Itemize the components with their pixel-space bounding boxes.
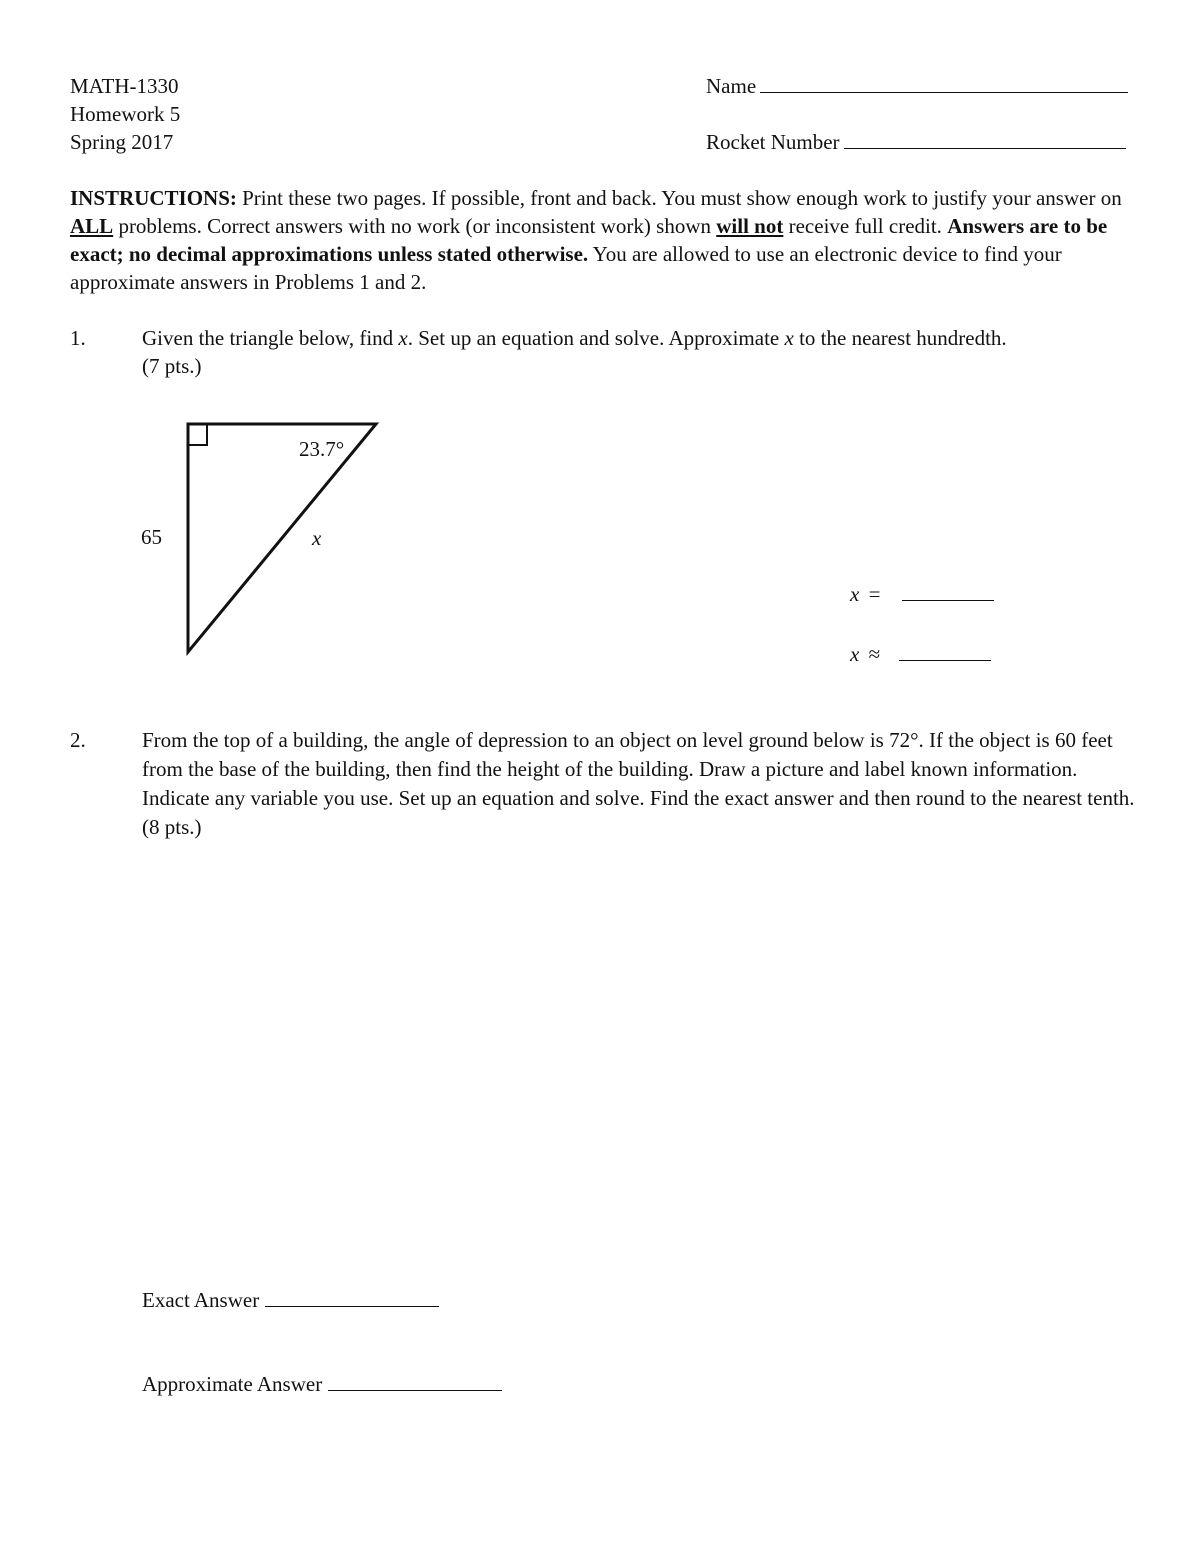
answer-approx-blank[interactable] (899, 659, 991, 661)
side-label: 65 (141, 525, 162, 549)
name-label: Name (706, 74, 757, 98)
triangle-figure (0, 0, 1200, 700)
problem-1-text: Given the triangle below, find x. Set up an equation and solve. Approximate x to the nearest hundredth. (7 pts.) (142, 326, 1007, 378)
answer-exact-blank[interactable] (902, 599, 994, 601)
term: Spring 2017 (70, 130, 174, 154)
problem-1-points: (7 pts.) (142, 354, 202, 378)
rocket-number-label: Rocket Number (706, 130, 840, 154)
instructions-text-3: receive full credit. (783, 214, 948, 238)
problem-2-text: From the top of a building, the angle of depression to an object on level ground below is 72°. If the object is 60 feet from the base of the building, then find the height of the building. Draw a picture and label known information. Indicate any variable you use. Set up an equation and solve. Find the exact answer and then round to the nearest tenth. (8 pts.) (142, 728, 1135, 839)
problem-1-number: 1. (70, 326, 86, 350)
exact-answer-blank[interactable] (265, 1305, 439, 1307)
exact-answer-field[interactable] (142, 1286, 439, 1314)
approximate-answer-blank[interactable] (328, 1389, 502, 1391)
assignment-title: Homework 5 (70, 102, 181, 126)
instructions-text-2: problems. Correct answers with no work (or inconsistent work) shown (113, 214, 717, 238)
answer-approx-field[interactable]: x ≈ (850, 640, 991, 668)
angle-label: 23.7° (299, 437, 345, 461)
exact-answer-label: Exact Answer (142, 1288, 260, 1312)
course-code: MATH-1330 (70, 74, 179, 98)
instructions-label: INSTRUCTIONS: (70, 186, 237, 210)
instructions-exact-note: Answers are to be exact; no decimal approximations unless stated otherwise. (70, 214, 1108, 266)
approximate-answer-label: Approximate Answer (142, 1372, 323, 1396)
hypotenuse-label: x (312, 526, 322, 550)
instructions-text-1: Print these two pages. If possible, front and back. You must show enough work to justify your answer on (236, 186, 1122, 210)
approximate-answer-field[interactable] (142, 1370, 502, 1398)
triangle-shape (188, 424, 376, 652)
instructions-text-4: You are allowed to use an electronic device to find your approximate answers in Problems 1 and 2. (70, 242, 1062, 294)
right-angle-marker (188, 424, 207, 445)
instructions-will-not: will not (716, 214, 784, 238)
answer-exact-field[interactable]: x = (850, 580, 994, 608)
problem-2-number: 2. (70, 728, 86, 752)
instructions-all: ALL (70, 214, 114, 238)
